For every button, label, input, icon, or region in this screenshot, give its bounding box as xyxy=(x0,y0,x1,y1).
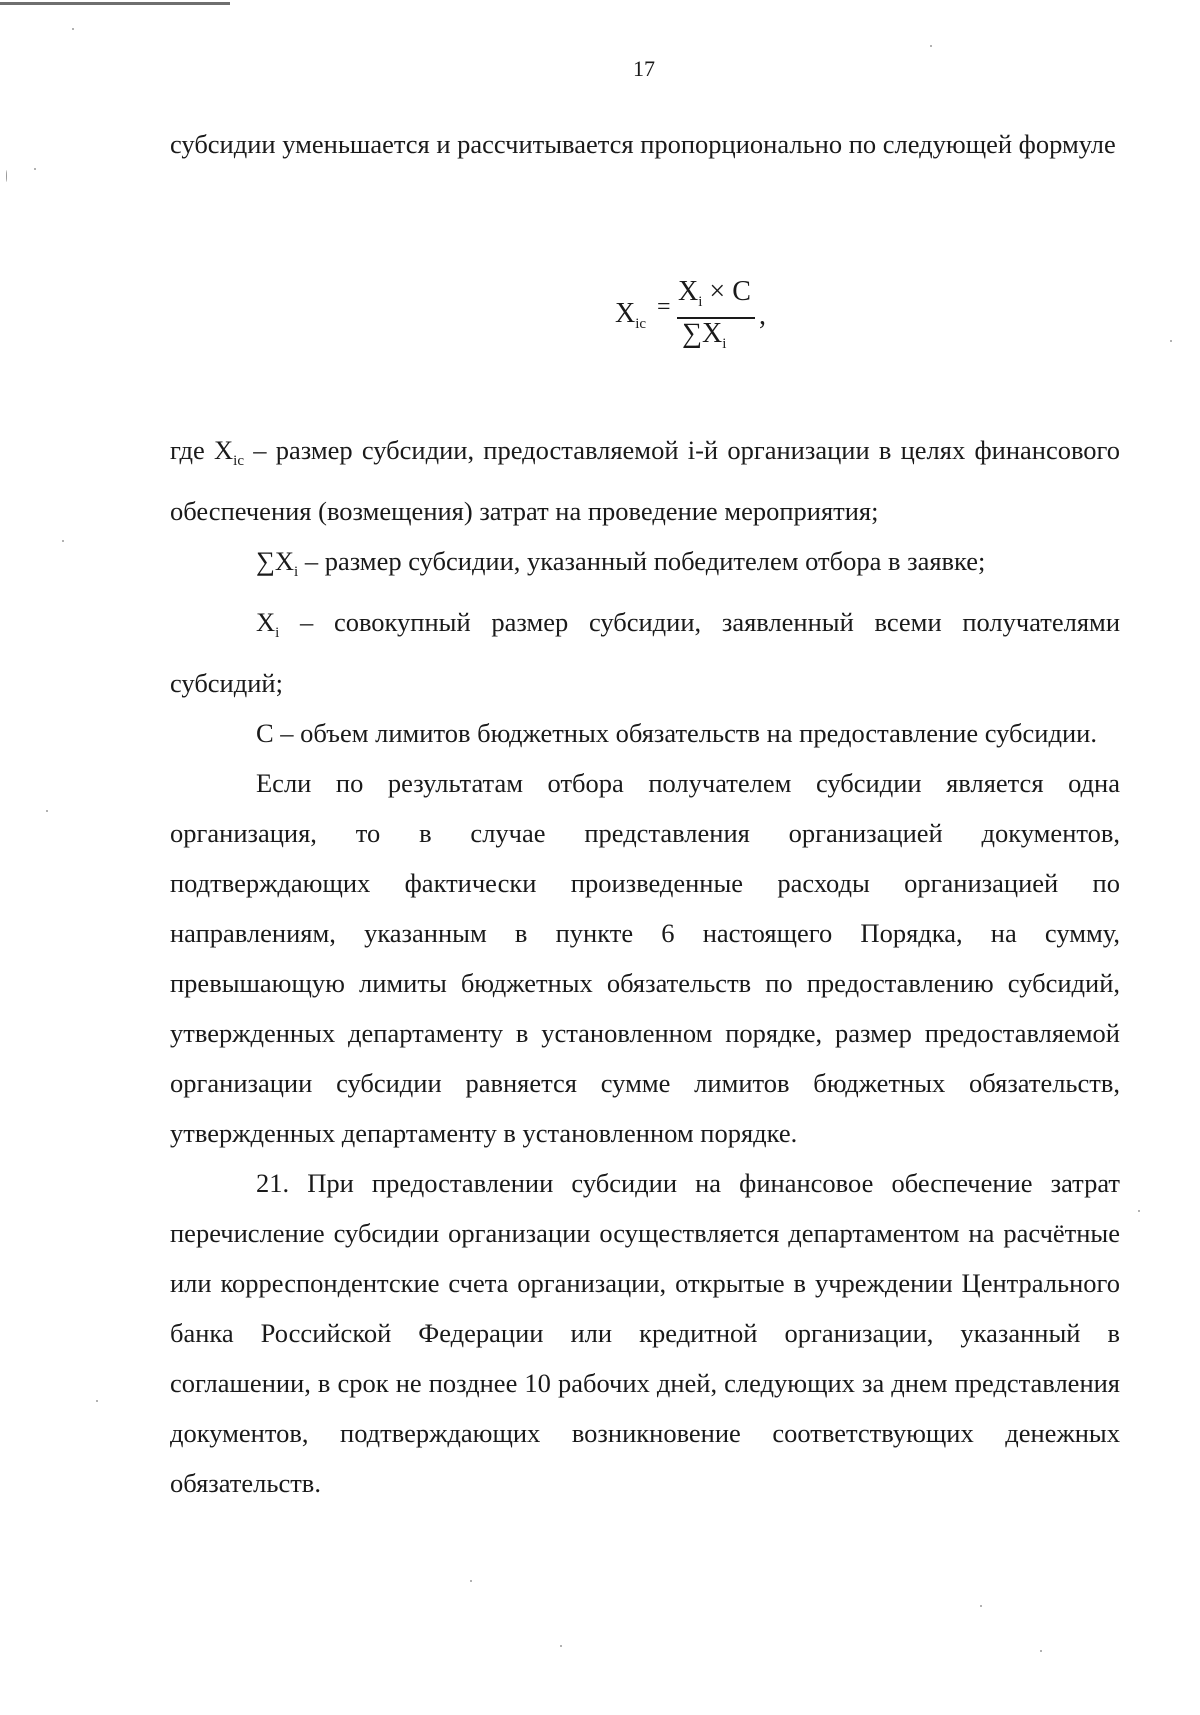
scan-speck xyxy=(72,28,74,30)
formula-numerator: $X_i \times C$ xyxy=(678,276,751,310)
formula-equals: = xyxy=(657,294,671,320)
scan-edge-line xyxy=(0,2,230,5)
scan-speck xyxy=(1138,1210,1140,1212)
scan-speck xyxy=(1040,1650,1042,1652)
formula xyxy=(615,276,775,366)
paragraph-single-recipient: Если по результатам отбора получателем субсидии является одна организация, то в случае представления организацией документов, подтверждающих фактически произведенные расходы организацией по направлениям, указанным в пункте 6 настоящего Порядка, на сумму, превышающую лимиты бюджетных обязательств по предоставлению субсидий, утвержденных департаменту в установленном порядке, размер предоставляемой организации субсидии равняется сумме лимитов бюджетных обязательств, утвержденных департаменту в установленном порядке. xyxy=(170,768,1120,1148)
scan-speck xyxy=(96,1400,98,1402)
page-number: 17 xyxy=(633,56,655,81)
formula-comma: , xyxy=(759,300,766,331)
scan-speck xyxy=(1170,340,1172,342)
definition-xic: где $X_{ic}$ – размер субсидии, предоставляемой i-й организации в целях финансового обеспечения (возмещения) затрат на проведение мероприятия; xyxy=(170,435,1120,526)
paragraph: субсидии уменьшается и рассчитывается пропорционально по следующей формуле xyxy=(170,129,1116,159)
scan-speck xyxy=(34,168,36,170)
definition-c: С – объем лимитов бюджетных обязательств на предоставление субсидии. xyxy=(256,718,1097,748)
definition-xi: $X_i$ – совокупный размер субсидии, заявленный всеми получателями субсидий; xyxy=(170,607,1120,698)
scan-speck xyxy=(980,1605,982,1607)
intro-text xyxy=(170,119,1120,169)
paragraph-item-21: 21. При предоставлении субсидии на финансовое обеспечение затрат перечисление субсидии организации осуществляется департаментом на расчётные или корреспондентские счета организации, открытые в учреждении Центрального банка Российской Федерации или кредитной организации, указанный в соглашении, в срок не позднее 10 рабочих дней, следующих за днем представления документов, подтверждающих возникновение соответствующих денежных обязательств. xyxy=(170,1168,1120,1498)
scan-speck xyxy=(6,170,7,182)
body-text xyxy=(170,425,1120,1508)
scan-speck xyxy=(62,540,64,542)
formula-denominator: $\sum X_i$ xyxy=(682,318,727,352)
scan-speck xyxy=(46,810,48,812)
definition-sum-xi: $\sum X_i$ – размер субсидии, указанный победителем отбора в заявке; xyxy=(256,546,986,580)
formula-lhs: $X_{ic}$ xyxy=(615,298,647,332)
scan-speck xyxy=(560,1645,562,1647)
scan-speck xyxy=(930,45,932,47)
scan-speck xyxy=(470,1580,472,1582)
